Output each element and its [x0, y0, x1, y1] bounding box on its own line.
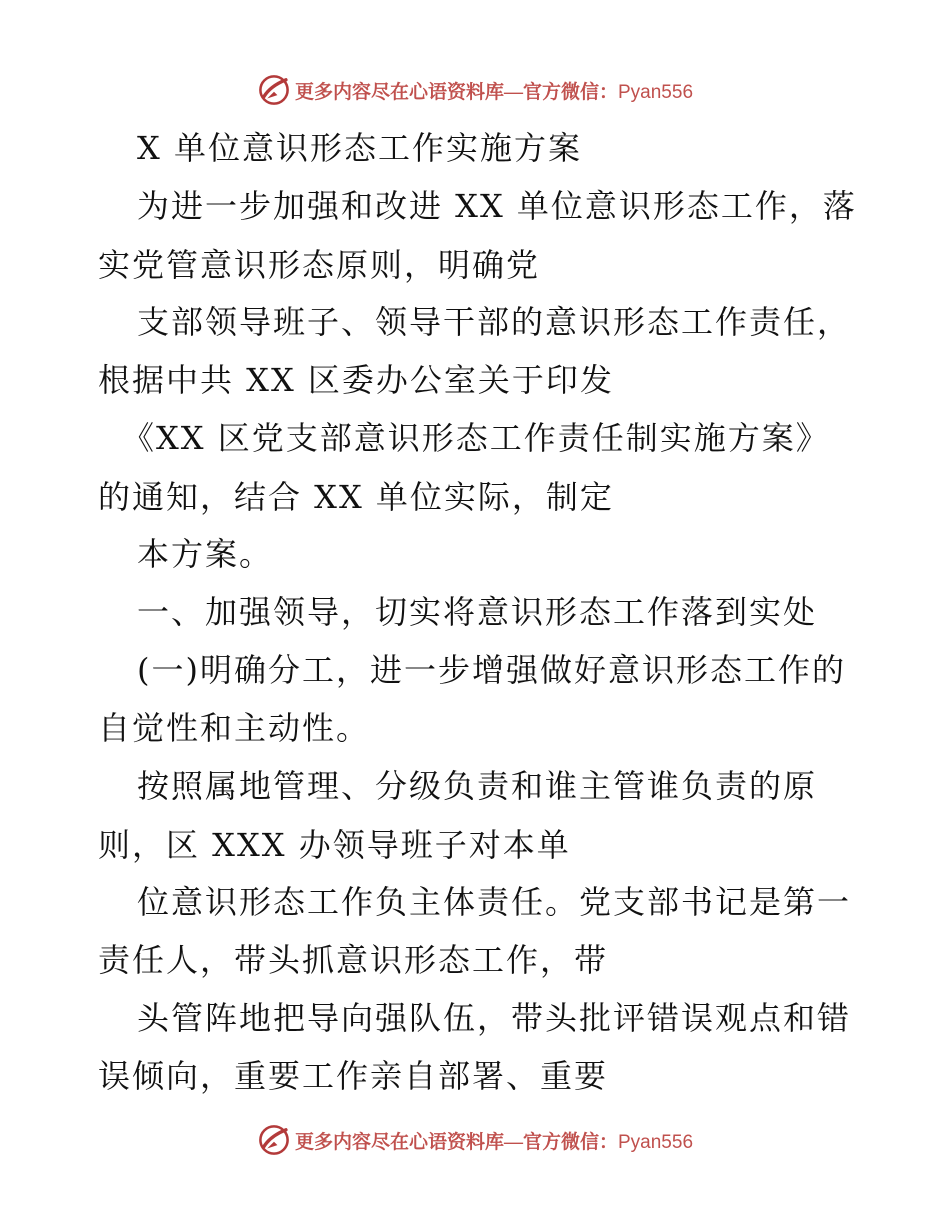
paragraph-line: 的通知，结合 XX 单位实际，制定	[98, 478, 614, 516]
pen-logo-icon	[257, 1123, 291, 1157]
paragraph-line: 为进一步加强和改进 XX 单位意识形态工作，落	[137, 187, 857, 225]
paragraph-line: 责任人，带头抓意识形态工作，带	[98, 941, 609, 979]
paragraph-line: 位意识形态工作负主体责任。党支部书记是第一	[137, 883, 852, 921]
paragraph-line: 误倾向，重要工作亲自部署、重要	[98, 1057, 609, 1095]
paragraph-line: 支部领导班子、领导干部的意识形态工作责任，	[137, 303, 852, 341]
paragraph-line: 自觉性和主动性。	[98, 709, 371, 747]
paragraph-line: 《XX 区党支部意识形态工作责任制实施方案》	[122, 419, 830, 457]
footer-watermark-id: Pyan556	[618, 1131, 694, 1153]
paragraph-line: 头管阵地把导向强队伍，带头批评错误观点和错	[137, 999, 852, 1037]
footer-watermark-banner	[0, 1120, 950, 1160]
header-watermark-banner	[0, 70, 950, 110]
header-watermark-id: Pyan556	[618, 81, 694, 103]
section-heading: 一、加强领导，切实将意识形态工作落到实处	[137, 593, 818, 631]
paragraph-line: 根据中共 XX 区委办公室关于印发	[98, 361, 614, 399]
subsection-heading: (一)明确分工，进一步增强做好意识形态工作的	[137, 651, 846, 689]
paragraph-line: 则，区 XXX 办领导班子对本单	[98, 826, 571, 864]
paragraph-line: 本方案。	[137, 535, 274, 573]
paragraph-line: 按照属地管理、分级负责和谁主管谁负责的原	[137, 767, 818, 805]
pen-logo-icon	[257, 73, 291, 107]
footer-watermark-text: 更多内容尽在心语资料库—官方微信：Pyan556	[294, 1131, 694, 1153]
paragraph-line: 实党管意识形态原则，明确党	[98, 246, 541, 284]
header-watermark-text: 更多内容尽在心语资料库—官方微信：Pyan556	[294, 81, 694, 103]
document-title: X 单位意识形态工作实施方案	[137, 129, 582, 167]
